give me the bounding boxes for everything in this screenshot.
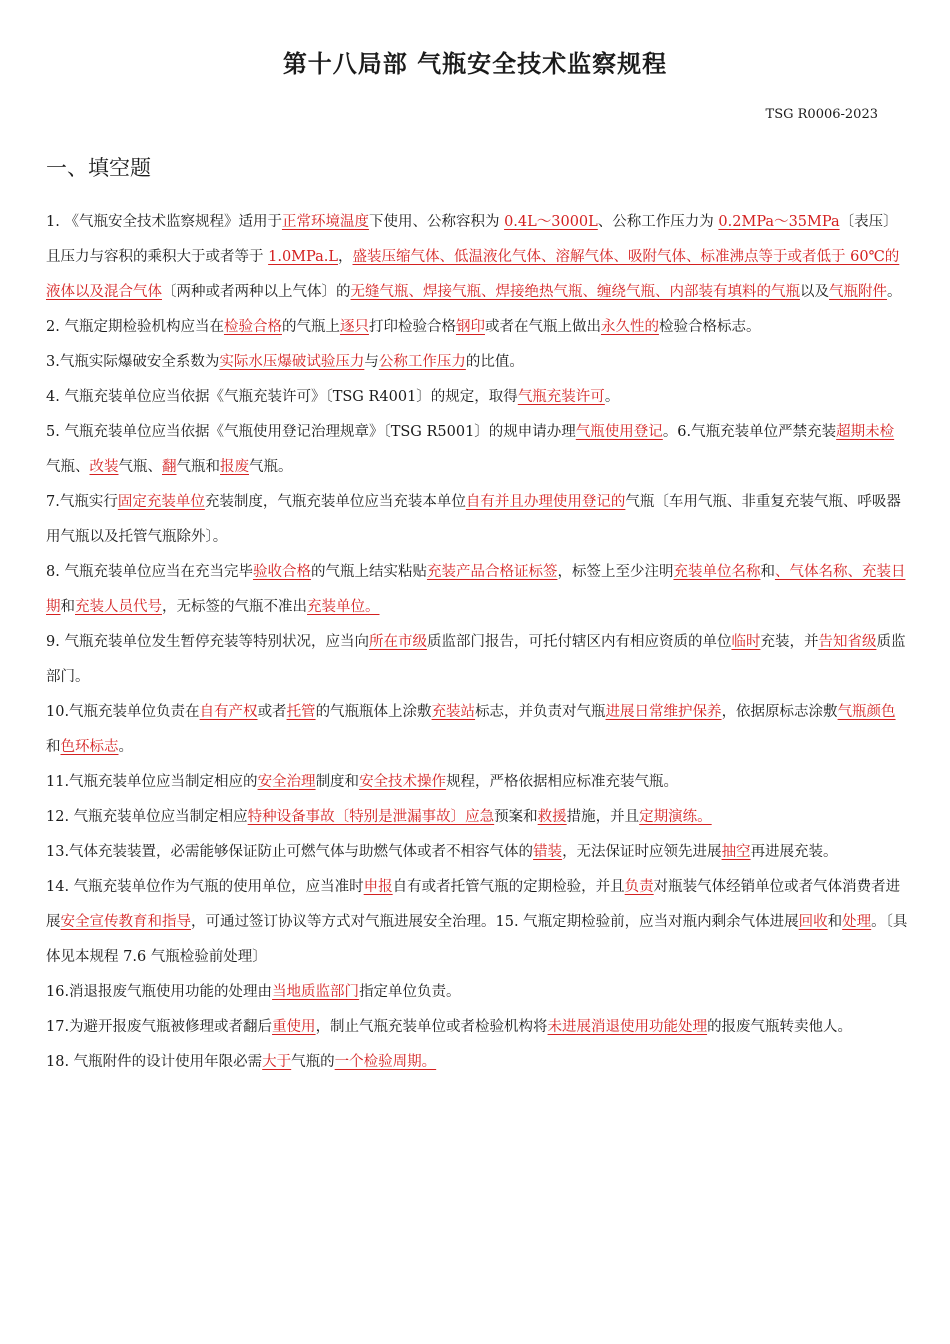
answer-blank: 气瓶附件 bbox=[829, 284, 887, 300]
answer-blank: 自有并且办理使用登记的 bbox=[465, 494, 626, 510]
answer-blank: 充装人员代号 bbox=[75, 599, 162, 615]
question-text: 质监部门。 bbox=[46, 634, 906, 685]
question-text: 2. 气瓶定期检验机构应当在 bbox=[46, 319, 224, 335]
question-text: 11.气瓶充装单位应当制定相应的 bbox=[46, 774, 258, 790]
question-text: 和 bbox=[60, 599, 75, 615]
question-text: 气瓶、 bbox=[118, 459, 162, 475]
answer-blank: 告知省级 bbox=[818, 634, 877, 650]
question-text: 。 bbox=[604, 389, 620, 405]
question-text: 17.为避开报废气瓶被修理或者翻后 bbox=[46, 1019, 273, 1035]
question-text: 下使用、公称容积为 bbox=[368, 214, 505, 230]
question-text: ，标签上至少注明 bbox=[557, 564, 674, 580]
question-text: 检验合格标志。 bbox=[658, 319, 761, 335]
question-text: 自有或者托管气瓶的定期检验，并且 bbox=[392, 879, 625, 895]
answer-blank: 逐只 bbox=[339, 319, 369, 335]
question-text: 或者在气瓶上做出 bbox=[484, 319, 601, 335]
question-text: 的比值。 bbox=[465, 354, 524, 370]
answer-blank: 定期演练。 bbox=[639, 809, 712, 825]
answer-blank: 报废 bbox=[220, 459, 249, 475]
question-text: 。〔具体见本规程 7.6 气瓶检验前处理〕 bbox=[46, 914, 908, 965]
answer-blank: 盛装压缩气体、低温液化气体、溶解气体、吸附气体、标准沸点等于或者低于 60℃的液体以及混合气体 bbox=[46, 249, 900, 300]
question-text: 措施，并且 bbox=[566, 809, 640, 825]
question-text: 的气瓶上结实粘贴 bbox=[310, 564, 427, 580]
question-text: 气瓶的 bbox=[291, 1054, 335, 1070]
question-list bbox=[46, 205, 908, 1080]
answer-blank: 气瓶充装许可 bbox=[517, 389, 605, 405]
question-text: 的报废气瓶转卖他人。 bbox=[707, 1019, 853, 1035]
answer-blank: 公称工作压力 bbox=[378, 354, 466, 370]
answer-blank: 0.2MPa～35MPa bbox=[718, 214, 840, 230]
answer-blank: 安全宣传教育和指导 bbox=[60, 914, 191, 930]
answer-blank: 超期未检 bbox=[836, 424, 895, 440]
answer-blank: 安全治理 bbox=[257, 774, 316, 790]
question-text: ，无标签的气瓶不准出 bbox=[162, 599, 307, 615]
answer-blank: 重使用 bbox=[272, 1019, 316, 1035]
question-text: 和 bbox=[827, 914, 843, 930]
answer-blank: 气瓶使用登记 bbox=[575, 424, 663, 440]
question-text: 。 bbox=[118, 739, 133, 755]
question-16 bbox=[46, 1045, 908, 1080]
question-11 bbox=[46, 800, 908, 835]
question-text: 。 bbox=[887, 284, 902, 300]
question-12 bbox=[46, 835, 908, 870]
question-text: 9. 气瓶充装单位发生暂停充装等特别状况，应当向 bbox=[46, 634, 369, 650]
question-text: 再进展充装。 bbox=[750, 844, 838, 860]
regulation-code: TSG R0006-2023 bbox=[765, 107, 878, 122]
question-text: 的气瓶瓶体上涂敷 bbox=[315, 704, 432, 720]
question-text: 指定单位负责。 bbox=[359, 984, 461, 1000]
answer-blank: 1.0MPa.L bbox=[268, 249, 339, 265]
answer-blank: 验收合格 bbox=[252, 564, 311, 580]
question-text: 与 bbox=[364, 354, 379, 370]
answer-blank: 充装单位。 bbox=[307, 599, 380, 615]
answer-blank: 气瓶颜色 bbox=[837, 704, 896, 720]
question-text: 、公称工作压力为 bbox=[597, 214, 719, 230]
answer-blank: 、气体名称、充装日期 bbox=[46, 564, 906, 615]
question-text: 气瓶和 bbox=[176, 459, 220, 475]
question-text: 充装，并 bbox=[760, 634, 819, 650]
question-1 bbox=[46, 205, 908, 310]
question-text: 气瓶。 bbox=[249, 459, 293, 475]
page-title: 第十八局部 气瓶安全技术监察规程 bbox=[282, 50, 668, 78]
answer-blank: 负责 bbox=[624, 879, 654, 895]
question-text: ，可通过签订协议等方式对气瓶进展安全治理。15. 气瓶定期检验前，应当对瓶内剩余气体进展 bbox=[191, 914, 799, 930]
answer-blank: 改装 bbox=[89, 459, 119, 475]
answer-blank: 抽空 bbox=[721, 844, 751, 860]
answer-blank: 正常环境温度 bbox=[281, 214, 369, 230]
answer-blank: 自有产权 bbox=[199, 704, 258, 720]
question-text: 14. 气瓶充装单位作为气瓶的使用单位，应当准时 bbox=[46, 879, 364, 895]
answer-blank: 托管 bbox=[286, 704, 316, 720]
answer-blank: 回收 bbox=[798, 914, 828, 930]
answer-blank: 充装站 bbox=[431, 704, 476, 720]
question-text: 1. 《气瓶安全技术监察规程》适用于 bbox=[46, 214, 282, 230]
answer-blank: 永久性的 bbox=[600, 319, 659, 335]
question-text: ，制止气瓶充装单位或者检验机构将 bbox=[315, 1019, 548, 1035]
answer-blank: 处理 bbox=[842, 914, 872, 930]
question-text: 7.气瓶实行 bbox=[46, 494, 118, 510]
answer-blank: 0.4L～3000L bbox=[504, 214, 598, 230]
answer-blank: 大于 bbox=[262, 1054, 292, 1070]
question-text: 13.气体充装装置，必需能够保证防止可燃气体与助燃气体或者不相容气体的 bbox=[46, 844, 534, 860]
answer-blank: 安全技术操作 bbox=[359, 774, 447, 790]
answer-blank: 色环标志 bbox=[60, 739, 119, 755]
question-4 bbox=[46, 380, 908, 415]
question-text: 18. 气瓶附件的设计使用年限必需 bbox=[46, 1054, 263, 1070]
question-14 bbox=[46, 975, 908, 1010]
question-8 bbox=[46, 625, 908, 695]
answer-blank: 充装单位名称 bbox=[673, 564, 761, 580]
question-text: 8. 气瓶充装单位应当在充当完毕 bbox=[46, 564, 253, 580]
answer-blank: 申报 bbox=[363, 879, 393, 895]
question-text: 16.消退报废气瓶使用功能的处理由 bbox=[46, 984, 273, 1000]
answer-blank: 充装产品合格证标签 bbox=[426, 564, 558, 580]
question-text: 3.气瓶实际爆破安全系数为 bbox=[46, 354, 220, 370]
answer-blank: 错装 bbox=[533, 844, 563, 860]
answer-blank: 当地质监部门 bbox=[272, 984, 360, 1000]
answer-blank: 进展日常维护保养 bbox=[605, 704, 722, 720]
question-text: 以及 bbox=[800, 284, 829, 300]
question-text: 质监部门报告，可托付辖区内有相应资质的单位 bbox=[426, 634, 732, 650]
question-9 bbox=[46, 695, 908, 765]
question-text: ，无法保证时应领先进展 bbox=[562, 844, 722, 860]
question-text: 标志，并负责对气瓶 bbox=[475, 704, 606, 720]
question-text: 规程，严格依据相应标准充装气瓶。 bbox=[446, 774, 679, 790]
answer-blank: 未进展消退使用功能处理 bbox=[547, 1019, 708, 1035]
answer-blank: 检验合格 bbox=[223, 319, 282, 335]
answer-blank: 钢印 bbox=[455, 319, 485, 335]
answer-blank: 固定充装单位 bbox=[117, 494, 205, 510]
question-text: 气瓶、 bbox=[46, 459, 90, 475]
question-text: 〔两种或者两种以上气体〕的 bbox=[162, 284, 351, 300]
answer-blank: 无缝气瓶、焊接气瓶、焊接绝热气瓶、缠绕气瓶、内部装有填料的气瓶 bbox=[350, 284, 800, 300]
question-7 bbox=[46, 555, 908, 625]
question-text: 或者 bbox=[257, 704, 287, 720]
question-6 bbox=[46, 485, 908, 555]
question-15 bbox=[46, 1010, 908, 1045]
answer-blank: 一个检验周期。 bbox=[334, 1054, 437, 1070]
question-13 bbox=[46, 870, 908, 975]
question-text: ，依据原标志涂敷 bbox=[721, 704, 838, 720]
answer-blank: 特种设备事故〔特别是泄漏事故〕应急 bbox=[247, 809, 495, 825]
question-text: 对瓶装气体经销单位或者气体消费者进展 bbox=[46, 879, 901, 930]
answer-blank: 临时 bbox=[731, 634, 761, 650]
question-text: 的气瓶上 bbox=[281, 319, 340, 335]
question-text: 预案和 bbox=[494, 809, 538, 825]
question-text: 和 bbox=[46, 739, 61, 755]
section-title: 一、填空题 bbox=[46, 156, 151, 180]
question-2 bbox=[46, 310, 908, 345]
question-text: 和 bbox=[760, 564, 775, 580]
question-text: 10.气瓶充装单位负责在 bbox=[46, 704, 200, 720]
answer-blank: 翻 bbox=[162, 459, 177, 475]
question-text: ， bbox=[338, 249, 353, 265]
question-text: 4. 气瓶充装单位应当依据《气瓶充装许可》〔TSG R4001〕的规定，取得 bbox=[46, 389, 518, 405]
answer-blank: 实际水压爆破试验压力 bbox=[219, 354, 365, 370]
question-text: 制度和 bbox=[315, 774, 360, 790]
question-5 bbox=[46, 415, 908, 485]
answer-blank: 救援 bbox=[537, 809, 567, 825]
question-text: 气瓶〔车用气瓶、非重复充装气瓶、呼吸器用气瓶以及托管气瓶除外〕。 bbox=[46, 494, 901, 545]
question-text: 。6.气瓶充装单位严禁充装 bbox=[662, 424, 837, 440]
question-text: 〔表压〕且压力与容积的乘积大于或者等于 bbox=[46, 214, 898, 265]
answer-blank: 所在市级 bbox=[368, 634, 427, 650]
question-text: 5. 气瓶充装单位应当依据《气瓶使用登记治理规章》〔TSG R5001〕的规申请办理 bbox=[46, 424, 576, 440]
question-text: 充装制度，气瓶充装单位应当充装本单位 bbox=[204, 494, 466, 510]
question-text: 12. 气瓶充装单位应当制定相应 bbox=[46, 809, 248, 825]
question-3 bbox=[46, 345, 908, 380]
question-text: 打印检验合格 bbox=[368, 319, 456, 335]
question-10 bbox=[46, 765, 908, 800]
